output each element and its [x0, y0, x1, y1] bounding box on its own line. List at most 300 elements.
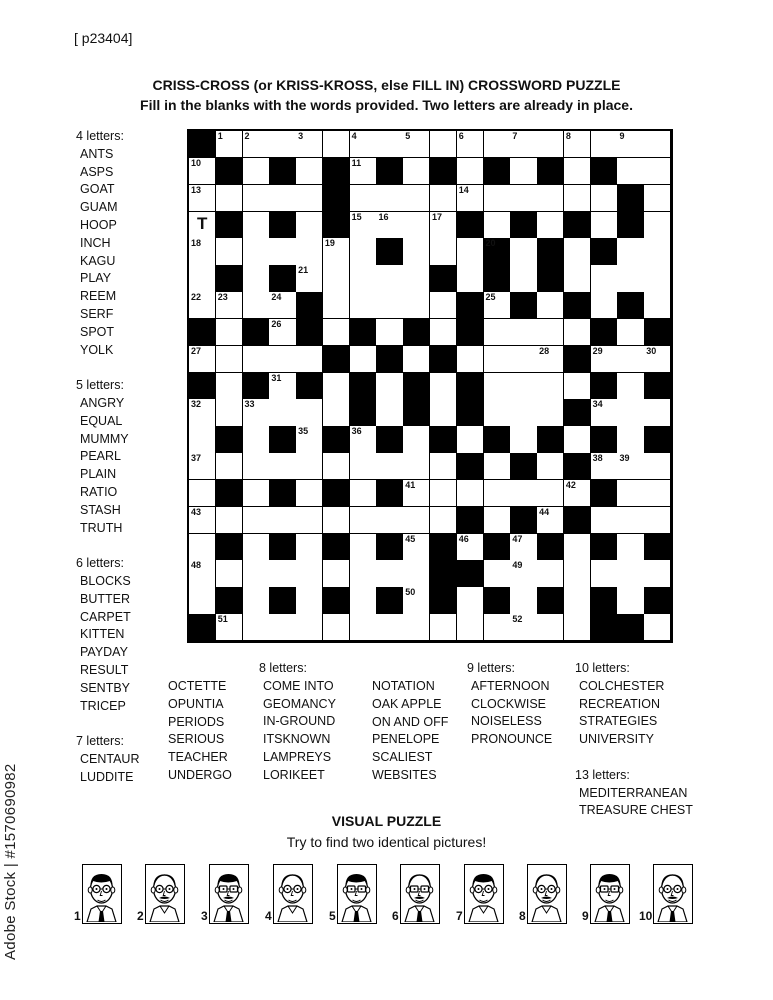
black-cell	[430, 346, 457, 373]
black-cell	[537, 238, 564, 265]
grid-cell[interactable]	[484, 185, 511, 212]
black-cell	[216, 265, 243, 292]
grid-cell[interactable]	[617, 480, 644, 507]
grid-cell[interactable]	[537, 212, 564, 239]
face-drawing	[83, 865, 120, 922]
word-group-heading: 8 letters:	[259, 661, 307, 675]
grid-cell[interactable]	[430, 480, 457, 507]
grid-cell[interactable]	[350, 453, 377, 480]
grid-cell[interactable]	[484, 131, 511, 158]
grid-cell[interactable]	[510, 346, 537, 373]
grid-cell[interactable]	[376, 265, 403, 292]
grid-cell[interactable]	[376, 453, 403, 480]
grid-cell[interactable]	[189, 426, 216, 453]
grid-cell[interactable]	[430, 507, 457, 534]
grid-cell[interactable]	[243, 238, 270, 265]
grid-cell[interactable]	[296, 614, 323, 641]
black-cell	[350, 319, 377, 346]
grid-cell[interactable]	[269, 507, 296, 534]
grid-cell[interactable]	[350, 614, 377, 641]
word-column	[168, 678, 232, 785]
grid-cell[interactable]	[269, 292, 296, 319]
grid-cell[interactable]	[430, 292, 457, 319]
grid-cell[interactable]	[216, 131, 243, 158]
black-cell	[644, 426, 671, 453]
grid-cell[interactable]	[564, 480, 591, 507]
grid-cell[interactable]	[510, 587, 537, 614]
grid-cell[interactable]	[591, 131, 618, 158]
face-picture[interactable]	[82, 864, 122, 924]
grid-cell[interactable]	[350, 587, 377, 614]
grid-cell[interactable]	[457, 614, 484, 641]
grid-cell[interactable]	[484, 373, 511, 400]
grid-cell[interactable]	[430, 319, 457, 346]
grid-cell[interactable]	[510, 131, 537, 158]
grid-cell[interactable]	[617, 158, 644, 185]
grid-cell[interactable]	[537, 614, 564, 641]
grid-cell[interactable]	[376, 319, 403, 346]
grid-cell[interactable]	[323, 399, 350, 426]
grid-cell[interactable]	[564, 131, 591, 158]
grid-cell[interactable]	[510, 158, 537, 185]
grid-cell[interactable]	[403, 158, 430, 185]
grid-cell[interactable]	[269, 319, 296, 346]
grid-cell[interactable]	[376, 560, 403, 587]
black-cell	[484, 158, 511, 185]
grid-cell[interactable]	[216, 507, 243, 534]
grid-cell[interactable]	[350, 534, 377, 561]
grid-cell[interactable]	[564, 560, 591, 587]
grid-cell[interactable]	[350, 185, 377, 212]
black-cell	[376, 534, 403, 561]
clue-number: 3	[298, 131, 304, 141]
grid-cell[interactable]	[537, 480, 564, 507]
grid-cell[interactable]	[510, 614, 537, 641]
grid-cell[interactable]	[189, 534, 216, 561]
grid-cell[interactable]	[243, 346, 270, 373]
grid-cell[interactable]	[216, 399, 243, 426]
grid-cell[interactable]	[216, 614, 243, 641]
grid-cell[interactable]	[243, 560, 270, 587]
grid-cell[interactable]	[243, 426, 270, 453]
grid-cell[interactable]	[457, 265, 484, 292]
grid-cell[interactable]	[591, 560, 618, 587]
grid-cell[interactable]	[269, 185, 296, 212]
grid-cell[interactable]	[350, 480, 377, 507]
grid-cell[interactable]	[269, 453, 296, 480]
grid-cell[interactable]	[376, 399, 403, 426]
clue-number: 7	[512, 131, 518, 141]
grid-cell[interactable]	[537, 453, 564, 480]
grid-cell[interactable]	[564, 534, 591, 561]
grid-cell[interactable]	[617, 587, 644, 614]
grid-cell[interactable]	[617, 453, 644, 480]
grid-cell[interactable]	[484, 212, 511, 239]
grid-cell[interactable]	[537, 319, 564, 346]
grid-cell[interactable]	[617, 507, 644, 534]
grid-cell[interactable]	[510, 265, 537, 292]
grid-cell[interactable]	[430, 614, 457, 641]
black-cell	[537, 587, 564, 614]
grid-cell[interactable]	[323, 238, 350, 265]
grid-cell[interactable]	[376, 614, 403, 641]
grid-cell[interactable]	[296, 534, 323, 561]
grid-cell[interactable]	[564, 185, 591, 212]
grid-cell[interactable]	[591, 346, 618, 373]
clue-number: 38	[592, 453, 603, 464]
grid-cell[interactable]	[189, 346, 216, 373]
grid-cell[interactable]	[216, 346, 243, 373]
black-cell	[484, 534, 511, 561]
black-cell	[323, 158, 350, 185]
clue-number: 30	[646, 345, 657, 356]
grid-cell[interactable]	[430, 373, 457, 400]
word-item: ANTS	[80, 146, 114, 161]
grid-cell[interactable]	[591, 292, 618, 319]
grid-cell[interactable]	[323, 265, 350, 292]
grid-cell[interactable]	[243, 292, 270, 319]
word-item: NOTATION	[372, 679, 435, 693]
grid-cell[interactable]	[269, 399, 296, 426]
grid-cell[interactable]	[269, 131, 296, 158]
grid-cell[interactable]	[564, 265, 591, 292]
grid-cell[interactable]	[537, 560, 564, 587]
grid-cell[interactable]	[243, 534, 270, 561]
grid-cell[interactable]	[510, 319, 537, 346]
grid-cell[interactable]	[243, 453, 270, 480]
grid-cell[interactable]	[617, 238, 644, 265]
grid-cell[interactable]	[269, 238, 296, 265]
grid-cell[interactable]	[457, 185, 484, 212]
grid-cell[interactable]	[617, 426, 644, 453]
grid-cell[interactable]	[644, 614, 671, 641]
grid-cell[interactable]	[296, 587, 323, 614]
grid-cell[interactable]	[350, 212, 377, 239]
grid-cell[interactable]	[457, 426, 484, 453]
crossword-grid	[187, 129, 673, 643]
grid-cell[interactable]	[189, 399, 216, 426]
grid-cell[interactable]	[243, 399, 270, 426]
black-cell	[269, 426, 296, 453]
grid-cell[interactable]	[403, 587, 430, 614]
grid-cell[interactable]	[537, 292, 564, 319]
face-picture[interactable]	[527, 864, 567, 924]
grid-cell[interactable]	[296, 507, 323, 534]
grid-cell[interactable]	[403, 346, 430, 373]
grid-cell[interactable]	[591, 212, 618, 239]
grid-cell[interactable]	[189, 158, 216, 185]
grid-cell[interactable]	[269, 614, 296, 641]
grid-cell[interactable]	[243, 265, 270, 292]
grid-cell[interactable]	[564, 614, 591, 641]
grid-cell[interactable]	[644, 238, 671, 265]
grid-cell[interactable]	[216, 292, 243, 319]
grid-cell[interactable]	[376, 507, 403, 534]
grid-cell[interactable]	[296, 453, 323, 480]
grid-cell[interactable]	[564, 426, 591, 453]
grid-cell[interactable]	[296, 158, 323, 185]
grid-cell[interactable]	[376, 185, 403, 212]
grid-cell[interactable]	[323, 292, 350, 319]
grid-cell[interactable]	[403, 614, 430, 641]
grid-cell[interactable]	[189, 212, 216, 239]
grid-cell[interactable]	[403, 453, 430, 480]
grid-cell[interactable]	[189, 185, 216, 212]
grid-cell[interactable]	[243, 614, 270, 641]
grid-cell[interactable]	[216, 185, 243, 212]
grid-cell[interactable]	[350, 346, 377, 373]
grid-cell[interactable]	[591, 399, 618, 426]
grid-cell[interactable]	[457, 346, 484, 373]
grid-cell[interactable]	[323, 319, 350, 346]
grid-cell[interactable]	[376, 373, 403, 400]
face-drawing	[274, 865, 311, 922]
grid-cell[interactable]	[350, 265, 377, 292]
word-item: WEBSITES	[372, 767, 437, 782]
grid-cell[interactable]	[189, 238, 216, 265]
clue-number: 2	[244, 131, 250, 141]
grid-cell[interactable]	[564, 319, 591, 346]
face-picture[interactable]	[590, 864, 630, 924]
grid-cell[interactable]	[564, 373, 591, 400]
grid-cell[interactable]	[350, 507, 377, 534]
grid-cell[interactable]	[269, 560, 296, 587]
grid-cell[interactable]	[350, 131, 377, 158]
grid-cell[interactable]	[269, 346, 296, 373]
grid-cell[interactable]	[644, 158, 671, 185]
black-cell	[510, 507, 537, 534]
grid-cell[interactable]	[403, 131, 430, 158]
grid-cell[interactable]	[537, 373, 564, 400]
spacer	[80, 715, 140, 733]
grid-cell[interactable]	[617, 399, 644, 426]
clue-number: 37	[191, 453, 202, 464]
grid-cell[interactable]	[644, 212, 671, 239]
grid-cell[interactable]	[510, 399, 537, 426]
grid-cell[interactable]	[323, 560, 350, 587]
grid-cell[interactable]	[510, 534, 537, 561]
grid-cell[interactable]	[591, 507, 618, 534]
grid-cell[interactable]	[644, 346, 671, 373]
grid-cell[interactable]	[644, 399, 671, 426]
picture-number: 6	[392, 909, 399, 923]
grid-cell[interactable]	[537, 399, 564, 426]
grid-cell[interactable]	[216, 238, 243, 265]
grid-cell[interactable]	[296, 480, 323, 507]
grid-cell[interactable]	[243, 185, 270, 212]
clue-number: 31	[271, 372, 282, 383]
grid-cell[interactable]	[457, 131, 484, 158]
grid-cell[interactable]	[350, 158, 377, 185]
grid-cell[interactable]	[189, 265, 216, 292]
grid-cell[interactable]	[296, 265, 323, 292]
grid-cell[interactable]	[510, 426, 537, 453]
grid-cell[interactable]	[243, 507, 270, 534]
grid-cell[interactable]	[537, 346, 564, 373]
grid-cell[interactable]	[430, 212, 457, 239]
grid-cell[interactable]	[296, 131, 323, 158]
grid-cell[interactable]	[484, 292, 511, 319]
grid-cell[interactable]	[591, 185, 618, 212]
grid-cell[interactable]	[617, 265, 644, 292]
grid-cell[interactable]	[243, 480, 270, 507]
face-picture[interactable]	[464, 864, 504, 924]
grid-cell[interactable]	[430, 238, 457, 265]
grid-cell[interactable]	[457, 158, 484, 185]
grid-cell[interactable]	[350, 292, 377, 319]
grid-cell[interactable]	[403, 480, 430, 507]
grid-cell[interactable]	[484, 614, 511, 641]
grid-cell[interactable]	[644, 560, 671, 587]
grid-cell[interactable]	[591, 453, 618, 480]
black-cell	[216, 534, 243, 561]
word-item: SCALIEST	[372, 750, 433, 765]
word-item: YOLK	[80, 342, 114, 357]
grid-cell[interactable]	[403, 560, 430, 587]
grid-cell[interactable]	[484, 346, 511, 373]
grid-cell[interactable]	[296, 346, 323, 373]
grid-cell[interactable]	[243, 587, 270, 614]
grid-cell[interactable]	[484, 319, 511, 346]
grid-cell[interactable]	[510, 373, 537, 400]
grid-cell[interactable]	[323, 507, 350, 534]
grid-cell[interactable]	[564, 587, 591, 614]
grid-cell[interactable]	[430, 131, 457, 158]
grid-cell[interactable]	[323, 453, 350, 480]
grid-cell[interactable]	[243, 212, 270, 239]
grid-cell[interactable]	[216, 373, 243, 400]
grid-cell[interactable]	[617, 131, 644, 158]
grid-cell[interactable]	[510, 560, 537, 587]
grid-cell[interactable]	[243, 131, 270, 158]
grid-cell[interactable]	[403, 185, 430, 212]
word-group-heading: 5 letters:	[76, 378, 124, 393]
grid-cell[interactable]	[457, 480, 484, 507]
grid-cell[interactable]	[484, 507, 511, 534]
face-picture[interactable]	[337, 864, 377, 924]
grid-cell[interactable]	[484, 480, 511, 507]
black-cell	[350, 373, 377, 400]
grid-cell[interactable]	[403, 212, 430, 239]
grid-cell[interactable]	[484, 560, 511, 587]
grid-cell[interactable]	[537, 185, 564, 212]
grid-cell[interactable]	[403, 265, 430, 292]
grid-cell[interactable]	[296, 238, 323, 265]
grid-cell[interactable]	[323, 614, 350, 641]
black-cell	[216, 587, 243, 614]
face-picture[interactable]	[653, 864, 693, 924]
grid-cell[interactable]	[189, 507, 216, 534]
grid-cell[interactable]	[216, 319, 243, 346]
grid-cell[interactable]	[564, 158, 591, 185]
grid-cell[interactable]	[189, 587, 216, 614]
grid-cell[interactable]	[644, 292, 671, 319]
grid-cell[interactable]	[376, 292, 403, 319]
grid-cell[interactable]	[644, 480, 671, 507]
grid-cell[interactable]	[644, 185, 671, 212]
word-item: OCTETTE	[168, 679, 227, 693]
grid-cell[interactable]	[296, 560, 323, 587]
grid-cell[interactable]	[430, 453, 457, 480]
grid-cell[interactable]	[403, 292, 430, 319]
grid-cell[interactable]	[457, 238, 484, 265]
grid-cell[interactable]	[296, 426, 323, 453]
face-picture[interactable]	[145, 864, 185, 924]
grid-cell[interactable]	[457, 534, 484, 561]
grid-cell[interactable]	[269, 373, 296, 400]
black-cell	[403, 399, 430, 426]
grid-cell[interactable]	[617, 319, 644, 346]
face-picture[interactable]	[209, 864, 249, 924]
word-item: RATIO	[80, 484, 118, 499]
face-picture[interactable]	[273, 864, 313, 924]
picture-number: 8	[519, 909, 526, 923]
clue-number: 48	[191, 560, 202, 571]
black-cell	[296, 319, 323, 346]
grid-cell[interactable]	[376, 131, 403, 158]
grid-cell[interactable]	[430, 399, 457, 426]
grid-cell[interactable]	[323, 131, 350, 158]
grid-cell[interactable]	[323, 373, 350, 400]
grid-cell[interactable]	[510, 480, 537, 507]
grid-cell[interactable]	[296, 185, 323, 212]
grid-cell[interactable]	[189, 292, 216, 319]
grid-cell[interactable]	[403, 238, 430, 265]
grid-cell[interactable]	[350, 560, 377, 587]
grid-cell[interactable]	[430, 185, 457, 212]
grid-cell[interactable]	[243, 158, 270, 185]
grid-cell[interactable]	[591, 265, 618, 292]
grid-cell[interactable]	[644, 453, 671, 480]
grid-cell[interactable]	[376, 212, 403, 239]
grid-cell[interactable]	[216, 453, 243, 480]
black-cell	[376, 346, 403, 373]
grid-cell[interactable]	[403, 426, 430, 453]
black-cell	[323, 534, 350, 561]
grid-cell[interactable]	[457, 587, 484, 614]
face-picture[interactable]	[400, 864, 440, 924]
grid-cell[interactable]	[510, 238, 537, 265]
grid-cell[interactable]	[189, 453, 216, 480]
grid-cell[interactable]	[644, 507, 671, 534]
grid-cell[interactable]	[617, 534, 644, 561]
grid-cell[interactable]	[189, 560, 216, 587]
word-group-heading: 6 letters:	[76, 556, 124, 571]
grid-cell[interactable]	[644, 131, 671, 158]
grid-cell[interactable]	[350, 238, 377, 265]
grid-cell[interactable]	[350, 426, 377, 453]
grid-cell[interactable]	[537, 507, 564, 534]
grid-cell[interactable]	[644, 265, 671, 292]
grid-cell[interactable]	[484, 453, 511, 480]
grid-cell[interactable]	[617, 560, 644, 587]
grid-cell[interactable]	[296, 399, 323, 426]
grid-cell[interactable]	[564, 238, 591, 265]
word-column	[575, 660, 693, 820]
grid-cell[interactable]	[617, 373, 644, 400]
grid-cell[interactable]	[189, 480, 216, 507]
grid-cell[interactable]	[403, 534, 430, 561]
grid-cell[interactable]	[537, 131, 564, 158]
grid-cell[interactable]	[510, 185, 537, 212]
grid-cell[interactable]	[484, 399, 511, 426]
grid-cell[interactable]	[216, 560, 243, 587]
grid-cell[interactable]	[617, 346, 644, 373]
clue-number: 26	[271, 318, 282, 329]
grid-cell[interactable]	[403, 507, 430, 534]
grid-cell[interactable]	[296, 212, 323, 239]
black-cell	[644, 587, 671, 614]
